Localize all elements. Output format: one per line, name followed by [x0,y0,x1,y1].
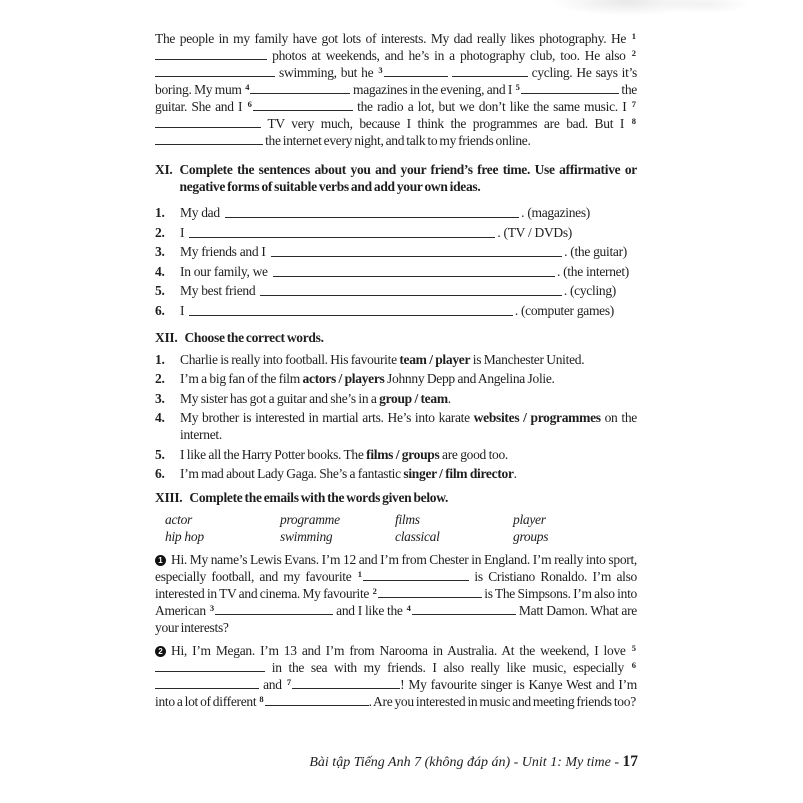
answer-blank [292,676,400,689]
answer-blank [521,81,619,94]
page-footer [309,753,638,771]
list-item [155,243,627,260]
item-number: 5. [155,446,165,462]
answer-blank [189,224,495,238]
list-item [155,224,572,241]
word-bank-entry: groups [513,529,549,544]
choice-options: singer / film director [403,466,514,481]
item-text: Charlie is really into football. His favourite team / player is Manchester United. [180,351,585,367]
list-item [155,446,637,463]
word-bank-entry: actor [165,512,192,527]
item-number: 3. [155,244,165,259]
choice-options: films / groups [366,446,440,462]
list-item [155,409,637,443]
answer-blank [155,115,261,128]
answer-blank [412,602,516,615]
list-item [155,351,637,368]
answer-blank [363,568,469,581]
item-number: 4. [155,410,165,425]
section-xi [155,161,637,319]
email-paragraph-2 [155,642,637,710]
list-item [155,302,614,319]
section-number: XI. [155,162,173,177]
page-number: 17 [622,753,638,770]
word-bank-entry: films [395,512,420,527]
section-title: Choose the correct words. [184,329,324,345]
answer-blank [155,132,263,145]
answer-blank [225,204,519,218]
choice-options: actors / players [302,371,385,386]
numbered-bullet-icon: 2 [155,646,166,657]
choice-options: websites / programmes [473,410,601,425]
item-hint-text: . (TV / DVDs) [497,224,572,240]
footer-book-title: Bài tập Tiếng Anh 7 (không đáp án) - Unit 1: My time - [309,755,623,770]
list-item [155,370,637,387]
section-xii-heading [155,329,637,346]
item-number: 2. [155,371,165,386]
word-bank-entry: programme [280,512,340,527]
list-item [155,204,590,221]
answer-blank [155,676,259,689]
item-hint-text: . (the guitar) [564,244,627,259]
item-lead-text: In our family, we [180,263,268,279]
item-hint-text: . (the internet) [556,263,629,279]
word-bank-entry: hip hop [165,529,204,544]
answer-blank [384,64,448,77]
item-text: My brother is interested in martial arts. He’s into karate websites / programmes on the internet. [180,410,637,442]
email-text: Hi, I’m Megan. I’m 13 and I’m from Narooma in Australia. At the weekend, I love 5 in the sea with my friends. I also really like music, especially 6 and 7 ! My favourite singer is Kanye West and I’m into a lot of different 8 . Are you interested in music and meeting friends too? [155,643,638,709]
email-text: Hi. My name’s Lewis Evans. I’m 12 and I’m from Chester in England. I’m really into sport, especially football, and my favourite 1 is Cristiano Ronaldo. I’m also interested in TV and cinema. My favourite 2 is The Simpsons. I’m also into American 3 and I like the 4 Matt Damon. What are your interests? [155,552,637,635]
item-number: 6. [155,466,165,481]
email-paragraph-1 [155,551,637,636]
item-hint-text: . (cycling) [563,283,616,298]
answer-blank [155,64,275,77]
section-number: XII. [155,329,178,345]
item-number: 6. [155,302,165,318]
section-number: XIII. [155,490,183,505]
item-hint-text: . (computer games) [514,302,614,318]
item-hint-text: . (magazines) [521,205,590,220]
list-item [155,390,637,407]
section-xii [155,329,637,483]
answer-blank [253,98,353,111]
answer-blank [250,81,350,94]
section-title: Complete the emails with the words given below. [189,490,449,505]
item-lead-text: My best friend [180,283,256,298]
answer-blank [189,302,513,316]
item-text: I’m mad about Lady Gaga. She’s a fantastic singer / film director. [180,466,517,481]
item-number: 3. [155,390,165,406]
item-number: 4. [155,263,165,279]
item-number: 1. [155,205,165,220]
answer-blank [265,693,369,706]
word-bank-entry: player [513,512,546,527]
item-number: 5. [155,283,165,298]
section-xiii-heading [155,489,637,506]
page-content [155,30,637,710]
item-lead-text: My friends and I [180,244,266,259]
section-title: Complete the sentences about you and your friend’s free time. Use affirmative or negative forms of suitable verbs and add your own ideas. [179,162,637,194]
sentence-completion-list [155,204,637,319]
item-number: 2. [155,224,165,240]
item-lead-text: I [180,224,185,240]
item-text: My sister has got a guitar and she’s in a group / team. [180,390,451,406]
word-bank-entry: swimming [280,529,333,544]
word-bank [155,511,637,545]
gap-fill-paragraph: The people in my family have got lots of interests. My dad really likes photography. He 1 photos at weekends, and he’s in a photography club, too. He also 2 swimming, but he 3 cycling. He says it’s boring. My mum 4 magazines in the evening, and I 5 the guitar. She and I 6 the radio a lot, but we don’t like the same music. I 7 TV very much, because I think the programmes are bad. But I 8 the internet every night, and talk to my friends online. [155,31,637,148]
list-item [155,282,616,299]
section-xiii [155,489,637,710]
answer-blank [155,47,267,60]
choice-options: group / team [379,390,448,406]
answer-blank [378,585,482,598]
item-lead-text: My dad [180,205,220,220]
answer-blank [155,659,265,672]
answer-blank [260,282,562,296]
list-item [155,465,637,482]
item-lead-text: I [180,302,185,318]
choose-words-list [155,351,637,483]
answer-blank [271,243,563,257]
word-bank-entry: classical [395,529,440,544]
answer-blank [452,64,528,77]
numbered-bullet-icon: 1 [155,555,166,566]
answer-blank [273,263,555,277]
choice-options: team / player [399,351,471,367]
list-item [155,263,629,280]
item-number: 1. [155,351,165,367]
section-xi-heading [155,161,637,195]
item-text: I’m a big fan of the film actors / players Johnny Depp and Angelina Jolie. [180,371,555,386]
answer-blank [215,602,333,615]
item-text: I like all the Harry Potter books. The films / groups are good too. [180,446,508,462]
